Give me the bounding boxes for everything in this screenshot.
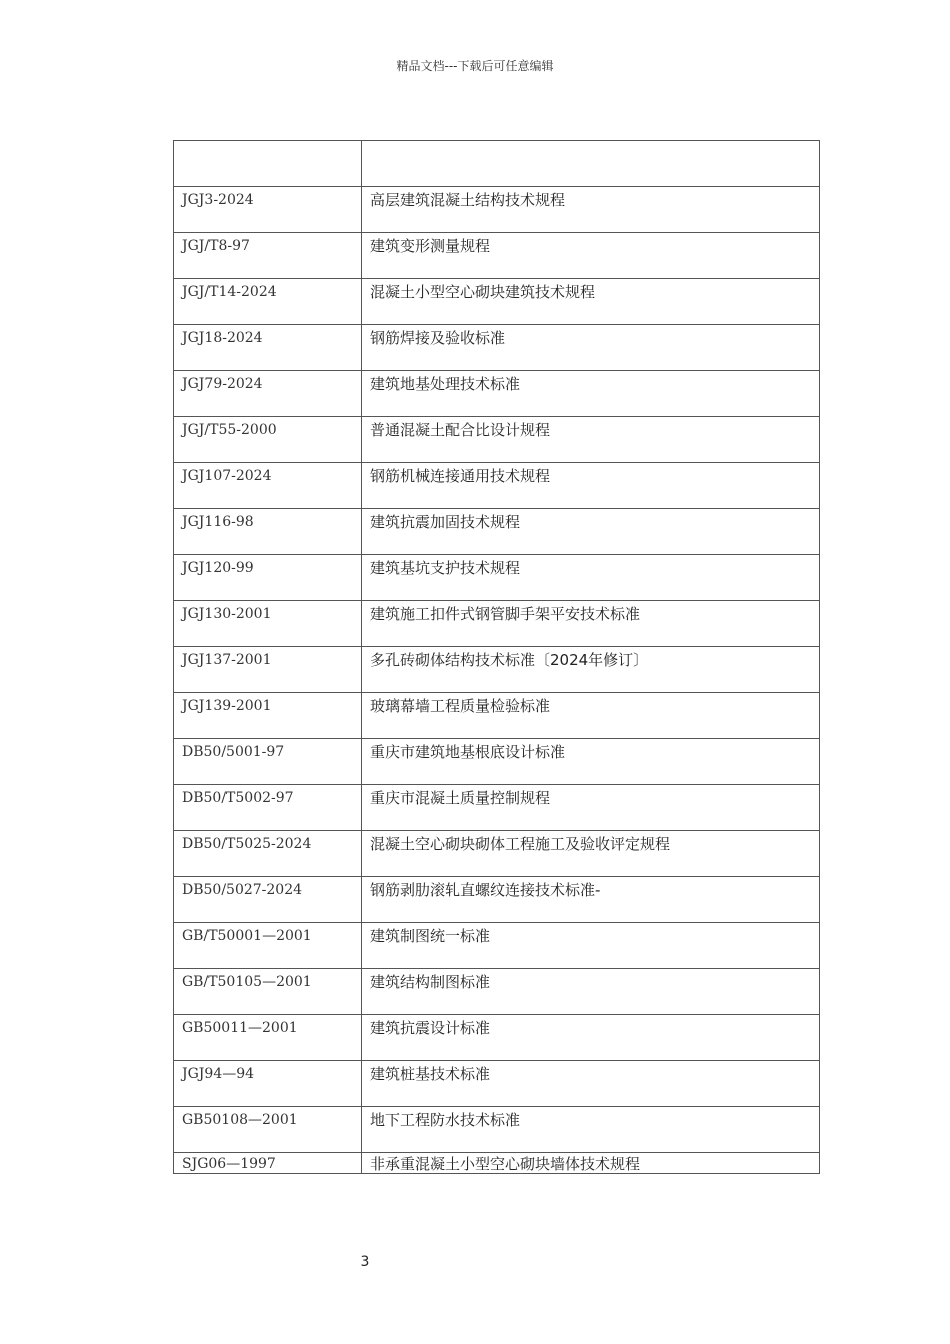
table-row [174,647,820,693]
standard-name: 高层建筑混凝土结构技术规程 [362,187,820,233]
standard-code: DB50/T5002-97 [174,785,362,831]
standard-code: JGJ116-98 [174,509,362,555]
standard-code: SJG06—1997 [174,1153,362,1174]
table-row [174,325,820,371]
table-row [174,969,820,1015]
standard-name: 钢筋剥肋滚轧直螺纹连接技术标准- [362,877,820,923]
standard-code: JGJ3-2024 [174,187,362,233]
standard-name: 建筑施工扣件式钢管脚手架平安技术标准 [362,601,820,647]
table-row [174,1015,820,1061]
standard-code: JGJ137-2001 [174,647,362,693]
standard-code: JGJ107-2024 [174,463,362,509]
standard-name: 建筑制图统一标准 [362,923,820,969]
standards-table [173,140,820,1174]
table-row [174,417,820,463]
standard-code: JGJ94—94 [174,1061,362,1107]
standard-name: 建筑抗震加固技术规程 [362,509,820,555]
standard-name: 重庆市混凝土质量控制规程 [362,785,820,831]
standard-code: JGJ139-2001 [174,693,362,739]
standard-code: JGJ/T55-2000 [174,417,362,463]
table-cell-name [362,141,820,187]
table-row [174,187,820,233]
standard-code: GB/T50001—2001 [174,923,362,969]
standard-code: DB50/T5025-2024 [174,831,362,877]
standard-name: 重庆市建筑地基根底设计标准 [362,739,820,785]
standard-name: 建筑地基处理技术标准 [362,371,820,417]
table-row [174,739,820,785]
standard-code: JGJ/T14-2024 [174,279,362,325]
standard-code: JGJ130-2001 [174,601,362,647]
table-row [174,785,820,831]
standard-name: 非承重混凝土小型空心砌块墙体技术规程 [362,1153,820,1174]
standard-name: 建筑基坑支护技术规程 [362,555,820,601]
table-row [174,693,820,739]
standard-name: 多孔砖砌体结构技术标准〔2024年修订〕 [362,647,820,693]
table-row [174,1107,820,1153]
table-row [174,831,820,877]
standard-code: JGJ79-2024 [174,371,362,417]
standard-code: DB50/5027-2024 [174,877,362,923]
standard-name: 玻璃幕墙工程质量检验标准 [362,693,820,739]
table-row [174,923,820,969]
table-row [174,601,820,647]
standard-code: GB50011—2001 [174,1015,362,1061]
table-row [174,509,820,555]
standard-name: 建筑结构制图标准 [362,969,820,1015]
table-row [174,371,820,417]
standard-name: 建筑抗震设计标准 [362,1015,820,1061]
table-row [174,1061,820,1107]
table-row [174,555,820,601]
standard-code: JGJ/T8-97 [174,233,362,279]
standard-name: 建筑变形测量规程 [362,233,820,279]
standard-name: 建筑桩基技术标准 [362,1061,820,1107]
standard-code: JGJ120-99 [174,555,362,601]
page-number: 3 [360,1254,370,1270]
standard-code: JGJ18-2024 [174,325,362,371]
table-header-row [174,141,820,187]
table-row [174,463,820,509]
table-row [174,877,820,923]
standard-code: GB/T50105—2001 [174,969,362,1015]
standard-name: 普通混凝土配合比设计规程 [362,417,820,463]
standard-name: 混凝土空心砌块砌体工程施工及验收评定规程 [362,831,820,877]
page-header: 精品文档---下载后可任意编辑 [396,59,554,73]
standard-name: 混凝土小型空心砌块建筑技术规程 [362,279,820,325]
table-row [174,1153,820,1174]
standard-name: 地下工程防水技术标准 [362,1107,820,1153]
table-row [174,233,820,279]
table-row [174,279,820,325]
standard-name: 钢筋机械连接通用技术规程 [362,463,820,509]
standard-code: DB50/5001-97 [174,739,362,785]
standard-name: 钢筋焊接及验收标准 [362,325,820,371]
table-cell-code [174,141,362,187]
standard-code: GB50108—2001 [174,1107,362,1153]
